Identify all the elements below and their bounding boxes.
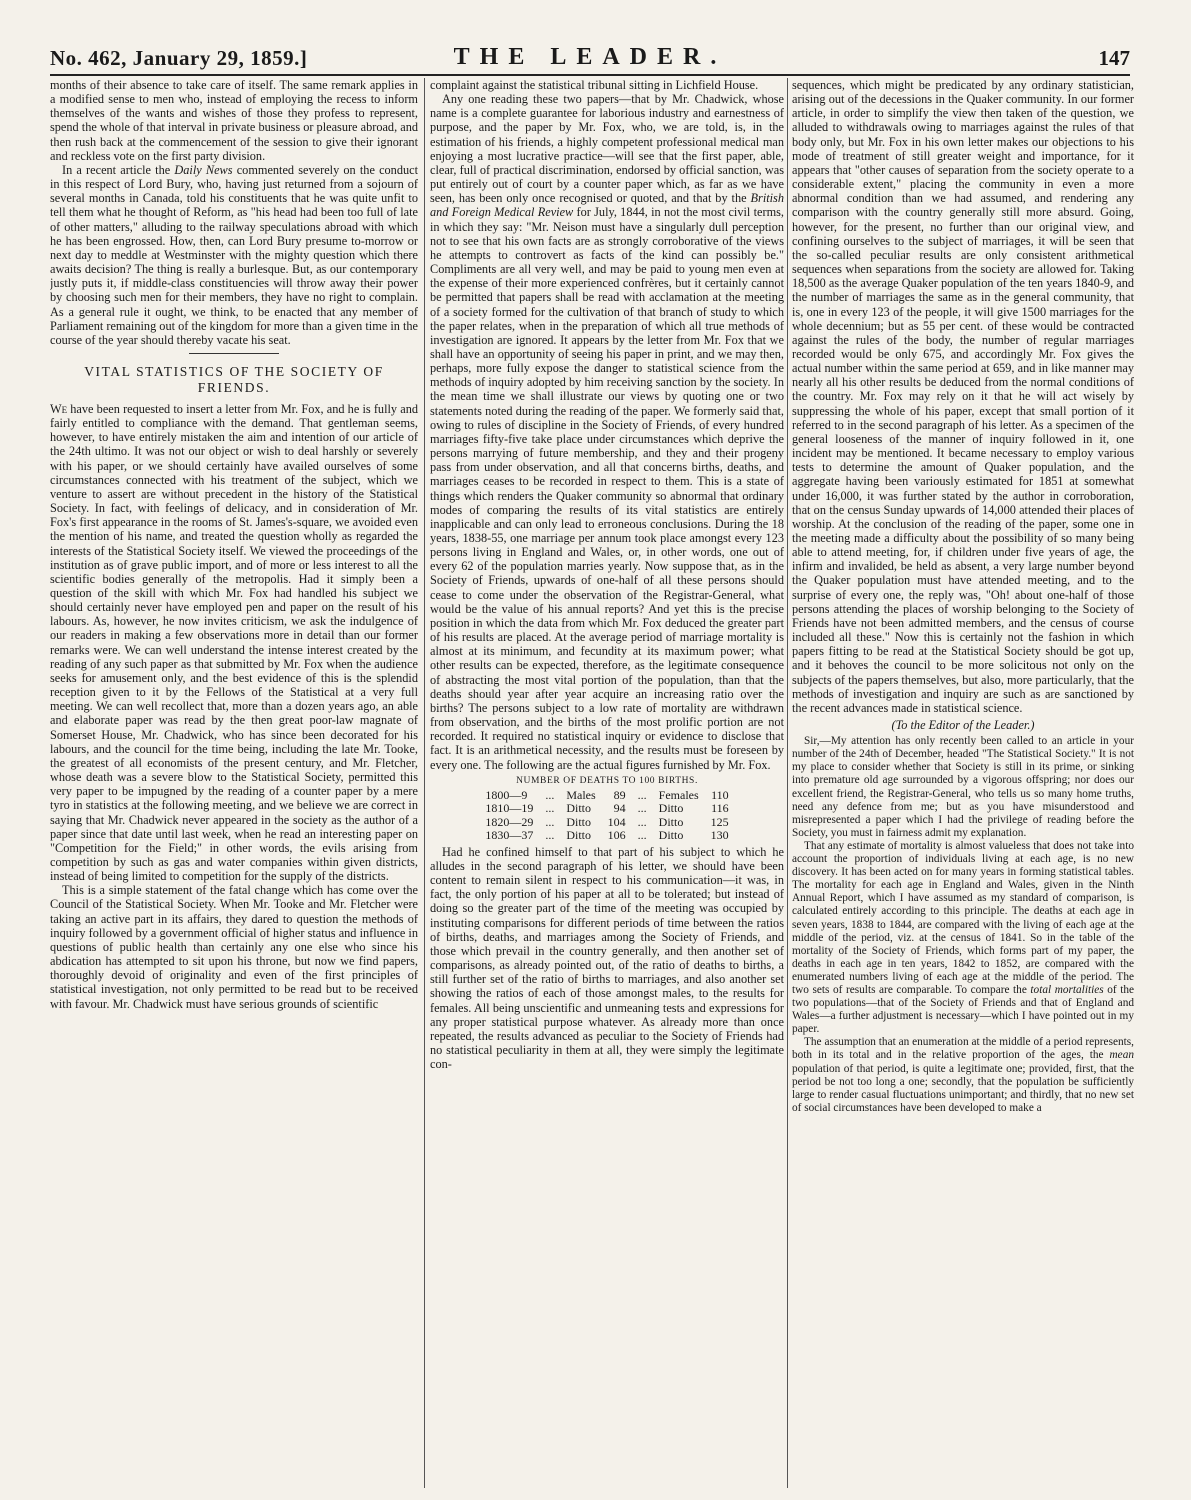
article-heading: VITAL STATISTICS OF THE SOCIETY OF FRIENDS. xyxy=(84,363,384,395)
table-title: NUMBER OF DEATHS TO 100 BIRTHS. xyxy=(516,775,698,786)
section-divider xyxy=(189,353,279,354)
table-row: 1820—29 ... Ditto 104 ... Ditto 125 xyxy=(485,814,729,829)
opening-word: We xyxy=(50,401,68,416)
paragraph: We have been requested to insert a letter from Mr. Fox, and he is fully and fairly entitled to compliance with the demand. That gentleman seems, however, to have entirely mistaken the aim and intention of our article of the 24th ultimo. It was not our object or wish to deal harshly or severely with his paper, or we should certainly have availed ourselves of some circumstances connected with his treatment of the subject, which we venture to assert are without precedent in the history of the Statistical Society. In fact, with feelings of delicacy, and in consideration of Mr. Fox's first appearance in the rooms of St. James's-square, we avoided even the mention of his name, and treated the question wholly as regarded the interests of the Statistical Society itself. We viewed the proceedings of the institution as of grave public import, and of more or less interest to all the scientific bodies generally of the metropolis. Had it simply been a question of the skill with which Mr. Fox had handled his subject we should certainly never have employed pen and paper on the result of his labours. As, however, he now invites criticism, we ask the indulgence of our readers in making a few observations more in detail than our former remarks were. We can well understand the intense interest created by the reading of any such paper as that submitted by Mr. Fox when the audience seeks for amusement only, and the best evidence of this is the splendid reception given to it by the Fellows of the Statistical at a very full meeting. We can well recollect that, more than a dozen years ago, an able and elaborate paper was read by the then great poor-law magnate of Somerset House, Mr. Chadwick, who has since been decorated for his labours, and the council for the time being, including the late Mr. Tooke, the greatest of all economists of the present century, and Mr. Fletcher, whose death was a severe blow to the Statistical Society, permitted this very paper to be impugned by the reading of a counter paper by a mere tyro in statistics at the following meeting, and we believe we are correct in saying that Mr. Chadwick never appeared in the society as the author of a paper since that date until last week, when he read an interesting paper on "Competition for the Field;" in other words, the evils arising from competition by such as gas and water companies within given districts, instead of being limited to competition for the supply of the districts. xyxy=(50,401,418,884)
paragraph: In a recent article the Daily News commented severely on the conduct in this respect of Lord Bury, who, having just returned from a sojourn of several months in Canada, told his constituents that he was quite unfit to tell them what he thought of Reform, as "his head had been too full of late of other matters," alluding to the railway speculations abroad with which he has been engrossed. How, then, can Lord Bury presume to-morrow or next day to meddle at Westminster with the mighty question which there awaits decision? The thing is really a burlesque. But, as our contemporary justly puts it, if middle-class constituencies will throw away their power by choosing such men for their members, they have no right to complain. As a general rule it ought, we think, to be enacted that any member of Parliament remaining out of the kingdom for more than a given time in the course of the year should thereby vacate his seat. xyxy=(50,162,418,347)
masthead-title: THE LEADER. xyxy=(453,44,727,70)
column-2 xyxy=(430,78,784,1490)
mortality-table xyxy=(479,789,734,843)
letter-paragraph: The assumption that an enumeration at the middle of a period represents, both in its total and in the relative proportion of the ages, the mean population of that period, is quite a legitimate one; provided, first, that the period be not too long a one; secondly, that the population be sufficiently large to render casual fluctuations unimportant; and thirdly, that no new set of social circumstances have been developed to make a xyxy=(792,1036,1134,1114)
column-rule-1 xyxy=(424,78,425,1488)
table-row: 1810—19 ... Ditto 94 ... Ditto 116 xyxy=(485,801,729,816)
letter-salutation: (To the Editor of the Leader.) xyxy=(891,718,1035,733)
journal-name: British and Foreign Medical Review xyxy=(430,191,784,220)
column-rule-2 xyxy=(787,78,788,1488)
paragraph: sequences, which might be predicated by any ordinary statistician, arising out of the decessions in the Quaker community. In our former article, in order to simplify the view then taken of the question, we alluded to withdrawals owing to marriages against the rules of that body only, but Mr. Fox in his own letter makes our objections to his mode of treatment of still greater weight and importance, for it appears that "other causes of separation from the society operate to a considerable extent," placing the community in even a more abnormal condition than we had assumed, and rendering any comparison with the country generally still more absurd. Going, however, for the present, no further than our original view, and confining ourselves to the subject of marriages, it will be seen that the so-called peculiar results are only consistent arithmetical sequences when separations from the society are allowed for. Taking 18,500 as the average Quaker population of the ten years 1840-9, and the number of marriages the same as in the general community, that is, one in every 123 of the people, it will give 1500 marriages for the whole decennium; but as 55 per cent. of these would be contracted against the rules of the body, the number of regular marriages recorded would be only 675, and accordingly Mr. Fox gives the actual number within the same period at 659, and in like manner may nearly all his other results be deduced from the normal conditions of the country. Mr. Fox may rely on it that he will act wisely by suppressing the whole of his paper, except that small portion of it referred to in the second paragraph of his letter. As a specimen of the general looseness of the manner of inquiry followed in it, one incident may be mentioned. It became necessary to employ various tests to determine the amount of Quaker population, and the aggregate having been variously estimated for 1851 at somewhat under 16,000, it was further stated by the author in corroboration, that on the census Sunday upwards of 14,000 attended their places of worship. At the conclusion of the reading of the paper, some one in the meeting made a difficulty about the possibility of so many being able to attend meeting, for, if children under five years of age, the infirm and invalided, be held as absent, a very large number beyond the Quaker population must have attended meeting, and to the surprise of every one, the reply was, "Oh! about one-half of those persons attending the places of worship belonging to the Society of Friends have not been admitted members, and the census of course included all these." Now this is certainly not the fashion in which papers fitting to be read at the Statistical Society should be got up, and it behoves the council to be more solicitous not only on the subjects of the papers themselves, but also, more particularly, that the methods of investigation and inquiry are such as are sanctioned by the recent advances made in statistical science. xyxy=(792,78,1134,715)
newspaper-name: Daily News xyxy=(174,162,233,177)
issue-info: No. 462, January 29, 1859.] xyxy=(50,46,308,70)
paragraph: Had he confined himself to that part of his subject to which he alludes in the second paragraph of his letter, we should have been content to remain silent in respect to his communication—it was, in fact, the only portion of his paper at all to be tolerated; but instead of doing so the greater part of the time of the meeting was occupied by instituting comparisons for different periods of time between the ratios of births, deaths, and marriages among the Society of Friends, and those which prevail in the country generally, and then another set of comparisons, as already pointed out, of the ratio of deaths to births, a still further set of the ratio of births to marriages, and also another set showing the ratios of each of those amongst males, to the results for females. All being unscientific and unmeaning tests and expressions for any proper statistical purpose whatever. As already more than once repeated, the results advanced as peculiar to the Society of Friends had no statistical peculiarity in them at all, they were simply the legitimate con- xyxy=(430,844,784,1072)
letter-to-editor xyxy=(792,735,1134,1115)
page-number: 147 xyxy=(1098,46,1130,70)
page-header xyxy=(50,42,1130,76)
paragraph: months of their absence to take care of itself. The same remark applies in a modified sense to men who, instead of employing the recess to inform themselves of the wants and wishes of those they profess to represent, spend the whole of that interval in private business or pleasure abroad, and then rush back at the commencement of the session to give their ignorant and reckless vote on the first party division. xyxy=(50,78,418,163)
paragraph: This is a simple statement of the fatal change which has come over the Council of the Statistical Society. When Mr. Tooke and Mr. Fletcher were taking an active part in its affairs, they dared to question the methods of inquiry followed by a government official of higher status and influence in questions of public health than certainly any one else who since his abdication has attempted to sit upon his throne, but now we find papers, thoroughly devoid of originality and even of the first principles of statistical investigation, not only permitted to be read but to be received with favour. Mr. Chadwick must have serious grounds of scientific xyxy=(50,883,418,1011)
table-row: 1830—37 ... Ditto 106 ... Ditto 130 xyxy=(485,828,729,843)
letter-paragraph: That any estimate of mortality is almost valueless that does not take into account the proportion of individuals living at each age, is no new discovery. It has been acted on for many years in forming statistical tables. The mortality for each age in England and Wales, given in the Ninth Annual Report, which I have assumed as my standard of comparison, is calculated entirely according to this principle. The deaths at each age in seven years, 1838 to 1844, are compared with the living of each age at the middle of the period, viz. at the census of 1841. So in the table of the mortality of the Society of Friends, which forms part of my paper, the deaths in each age in ten years, 1842 to 1852, are compared with the enumerated numbers living of each age at the middle of the period. The two sets of results are comparable. To compare the total mortalities of the two populations—that of the Society of Friends and that of England and Wales—a further adjustment is necessary—which I have pointed out in my paper. xyxy=(792,839,1134,1036)
table-row: 1800—9 ... Males 89 ... Females 110 xyxy=(485,787,729,802)
column-1 xyxy=(50,78,418,1490)
paragraph: Any one reading these two papers—that by Mr. Chadwick, whose name is a complete guarantee for laborious industry and earnestness of purpose, and the paper by Mr. Fox, who, we are told, is, in the estimation of his friends, a highly competent professional medical man enjoying a most lucrative practice—will see that the first paper, able, clear, full of practical discrimination, endorsed by official sanction, was put entirely out of court by a counter paper which, as far as we have seen, has been only once recognised or quoted, and that by the British and Foreign Medical Review for July, 1844, in not the most civil terms, in which they say: "Mr. Neison must have a singularly dull perception not to see that his own facts are as strongly corroborative of the views he attempts to controvert as facts of the kind can possibly be." Compliments are all very well, and may be paid to young men even at the expense of their more experienced confrères, but it certainly cannot be permitted that papers shall be read with acclamation at the meeting of a society formed for the cultivation of that branch of study to which the paper relates, when in the preparation of which all true methods of investigation are ignored. It appears by the letter from Mr. Fox that we shall have an opportunity of seeing his paper in print, and we may then, perhaps, more fully expose the danger to statistical science from the methods of inquiry adopted by him receiving sanction by the society. In the mean time we shall illustrate our views by quoting one or two statements noted during the reading of the paper. We formerly said that, owing to rules of discipline in the Society of Friends, of every hundred marriages fifty-five take place under circumstances which deprive the persons marrying of future membership, and they and their progeny pass from under observation, and all that concerns births, deaths, and marriages ceases to be recorded in respect to them. This is a state of things which renders the Quaker community so abnormal that ordinary modes of comparing the results of its vital statistics are entirely inapplicable and can only lead to erroneous conclusions. During the 18 years, 1838-55, one marriage per annum took place amongst every 123 persons living in England and Wales, or, in other words, one out of every 62 of the population marries yearly. Now suppose that, as in the Society of Friends, upwards of one-half of all these persons should cease to come under the observation of the Registrar-General, what would be the value of his annual reports? And yet this is the precise position in which the data from which Mr. Fox deduced the greater part of his results are placed. At the average period of marriage mortality is almost at its minimum, and fecundity at its maximum power; what other results can be expected, therefore, as the legitimate consequence of abstracting the most vital portion of the population, than that the deaths should year after year acquire an increasing ratio over the births? The persons subject to a low rate of mortality are withdrawn from observation, and the births of the most prolific portion are not recorded. It required no statistical inquiry or evidence to disclose that fact. It is an arithmetical necessity, and the results must be foreseen by every one. The following are the actual figures furnished by Mr. Fox. xyxy=(430,92,784,772)
letter-paragraph: Sir,—My attention has only recently been called to an article in your number of the 24th of December, headed "The Statistical Society." It is not my place to consider whether that Society is still in its prime, or sinking into premature old age surrounded by a vigorous offspring; nor does our excellent friend, the Registrar-General, who tells us so many home truths, need any defence from me; but as you have misunderstood and misrepresented a paper which I had the privilege of reading before the Society, you must in fairness admit my explanation. xyxy=(792,735,1134,839)
paragraph: complaint against the statistical tribunal sitting in Lichfield House. xyxy=(430,78,759,92)
column-3 xyxy=(792,78,1134,1490)
